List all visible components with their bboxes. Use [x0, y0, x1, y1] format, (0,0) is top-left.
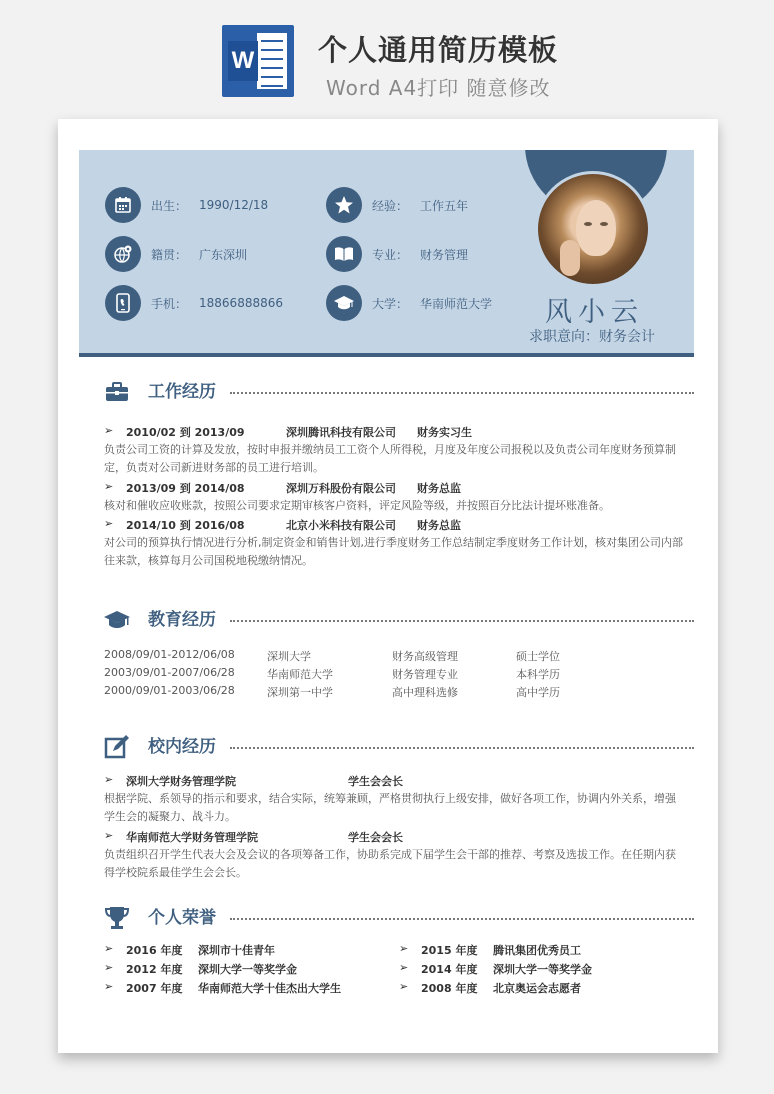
- edu-degree: 硕士学位: [516, 650, 560, 663]
- section-work: [104, 379, 694, 405]
- campus-description: 负责组织召开学生代表大会及会议的各项筹备工作，协助系完成下届学生会干部的推荐、考察及选拔工作。在任期内获得学校院系最佳学生会会长。: [104, 848, 676, 879]
- honor-item: [399, 961, 592, 977]
- briefcase-icon: [104, 379, 130, 405]
- work-company: 深圳万科股份有限公司: [286, 482, 396, 495]
- info-value: 工作五年: [420, 198, 469, 213]
- section-divider: [230, 392, 694, 394]
- work-company: 深圳腾讯科技有限公司: [286, 426, 396, 439]
- bullet-arrow-icon: ➢: [104, 480, 114, 493]
- work-entry-2: [104, 480, 461, 496]
- campus-org: 华南师范大学财务管理学院: [126, 831, 258, 844]
- star-icon: [326, 187, 362, 223]
- book-icon: [326, 236, 362, 272]
- honor-title: 腾讯集团优秀员工: [493, 944, 581, 957]
- edu-school: 深圳第一中学: [267, 686, 333, 699]
- profile-photo: [535, 171, 651, 287]
- work-period: 2013/09 到 2014/08: [126, 482, 245, 495]
- honor-item: [104, 961, 297, 977]
- info-label: 出生：: [151, 198, 188, 213]
- honor-year: 2016 年度: [126, 944, 183, 957]
- campus-entry-2: [104, 829, 403, 845]
- banner-subtitle: Word A4打印 随意修改: [326, 76, 551, 100]
- section-title: 工作经历: [148, 379, 222, 405]
- edu-period: 2003/09/01-2007/06/28: [104, 666, 235, 679]
- section-honors: [104, 905, 694, 931]
- edu-degree: 本科学历: [516, 668, 560, 681]
- edu-period: 2008/09/01-2012/06/08: [104, 648, 235, 661]
- profile-header: [79, 150, 694, 356]
- word-logo-letter: W: [228, 41, 258, 81]
- bullet-arrow-icon: ➢: [399, 942, 409, 955]
- work-position: 财务总监: [417, 519, 461, 532]
- education-row: [104, 648, 560, 664]
- honor-item: [399, 980, 581, 996]
- campus-org: 深圳大学财务管理学院: [126, 775, 236, 788]
- job-intent-label: 求职意向：: [529, 329, 599, 345]
- education-row: [104, 666, 560, 682]
- info-label: 籍贯：: [151, 247, 188, 262]
- bullet-arrow-icon: ➢: [104, 961, 114, 974]
- work-period: 2010/02 到 2013/09: [126, 426, 245, 439]
- edit-icon: [104, 734, 130, 760]
- honor-year: 2008 年度: [421, 982, 478, 995]
- graduation-cap-icon: [104, 607, 130, 633]
- honor-title: 深圳市十佳青年: [198, 944, 275, 957]
- info-experience: [326, 187, 468, 223]
- bullet-arrow-icon: ➢: [104, 424, 114, 437]
- work-company: 北京小米科技有限公司: [286, 519, 396, 532]
- job-intent-value: 财务会计: [599, 329, 655, 345]
- honor-title: 北京奥运会志愿者: [493, 982, 581, 995]
- calendar-icon: [105, 187, 141, 223]
- work-description: 负责公司工资的计算及发放，按时申报并缴纳员工工资个人所得税，月度及年度公司报税以及负责公司年度财务预算制定，负责对公司新进财务部的员工进行培训。: [104, 443, 676, 474]
- edu-major: 财务管理专业: [392, 668, 458, 681]
- bullet-arrow-icon: ➢: [104, 773, 114, 786]
- honor-year: 2012 年度: [126, 963, 183, 976]
- edu-major: 财务高级管理: [392, 650, 458, 663]
- info-value: 18866888866: [199, 296, 283, 310]
- work-position: 财务实习生: [417, 426, 472, 439]
- honor-item: [399, 942, 581, 958]
- info-value: 财务管理: [420, 247, 469, 262]
- section-title: 校内经历: [148, 734, 222, 760]
- info-value: 1990/12/18: [199, 198, 269, 212]
- edu-degree: 高中学历: [516, 686, 560, 699]
- edu-period: 2000/09/01-2003/06/28: [104, 684, 235, 697]
- graduation-cap-icon: [326, 285, 362, 321]
- info-label: 经验：: [372, 198, 409, 213]
- honor-year: 2007 年度: [126, 982, 183, 995]
- section-divider: [230, 747, 694, 749]
- section-title: 教育经历: [148, 607, 222, 633]
- info-label: 专业：: [372, 247, 409, 262]
- honor-year: 2015 年度: [421, 944, 478, 957]
- info-university: [326, 285, 492, 321]
- honor-item: [104, 980, 341, 996]
- honor-year: 2014 年度: [421, 963, 478, 976]
- globe-icon: [105, 236, 141, 272]
- section-campus: [104, 734, 694, 760]
- edu-school: 华南师范大学: [267, 668, 333, 681]
- resume-page: [58, 119, 718, 1053]
- education-row: [104, 684, 560, 700]
- bullet-arrow-icon: ➢: [104, 829, 114, 842]
- bullet-arrow-icon: ➢: [104, 980, 114, 993]
- work-description: 对公司的预算执行情况进行分析,制定资金和销售计划,进行季度财务工作总结制定季度财务工作计划，核对集团公司内部往来款，核算每月公司国税地税缴纳情况。: [104, 536, 683, 567]
- honor-title: 深圳大学一等奖学金: [493, 963, 592, 976]
- work-description: 核对和催收应收账款，按照公司要求定期审核客户资料，评定风险等级，并按照百分比法计提坏账准备。: [104, 499, 610, 512]
- word-icon: [222, 25, 294, 97]
- trophy-icon: [104, 905, 130, 931]
- work-period: 2014/10 到 2016/08: [126, 519, 245, 532]
- section-title: 个人荣誉: [148, 905, 222, 931]
- honor-title: 华南师范大学十佳杰出大学生: [198, 982, 341, 995]
- bullet-arrow-icon: ➢: [104, 517, 114, 530]
- bullet-arrow-icon: ➢: [399, 980, 409, 993]
- campus-entry-1: [104, 773, 403, 789]
- edu-school: 深圳大学: [267, 650, 311, 663]
- bullet-arrow-icon: ➢: [104, 942, 114, 955]
- campus-role: 学生会会长: [348, 775, 403, 788]
- info-major: [326, 236, 468, 272]
- info-value: 华南师范大学: [420, 296, 493, 311]
- section-education: [104, 607, 694, 633]
- banner-title: 个人通用简历模板: [318, 33, 559, 67]
- campus-description: 根据学院、系领导的指示和要求，结合实际，统筹兼顾，严格贯彻执行上级安排，做好各项工作，协调内外关系，增强学生会的凝聚力、战斗力。: [104, 792, 676, 823]
- work-position: 财务总监: [417, 482, 461, 495]
- header-divider: [79, 353, 694, 357]
- bullet-arrow-icon: ➢: [399, 961, 409, 974]
- section-divider: [230, 918, 694, 920]
- info-label: 手机：: [151, 296, 188, 311]
- work-entry-1: [104, 424, 472, 440]
- section-divider: [230, 620, 694, 622]
- candidate-name: 风小云: [545, 297, 644, 328]
- info-hometown: [105, 236, 247, 272]
- info-label: 大学：: [372, 296, 409, 311]
- work-entry-3: [104, 517, 461, 533]
- info-phone: [105, 285, 283, 321]
- job-intent: [529, 326, 655, 346]
- edu-major: 高中理科选修: [392, 686, 458, 699]
- template-banner: [0, 0, 774, 110]
- campus-role: 学生会会长: [348, 831, 403, 844]
- info-birth: [105, 187, 268, 223]
- info-value: 广东深圳: [199, 247, 248, 262]
- phone-icon: [105, 285, 141, 321]
- honor-item: [104, 942, 275, 958]
- honor-title: 深圳大学一等奖学金: [198, 963, 297, 976]
